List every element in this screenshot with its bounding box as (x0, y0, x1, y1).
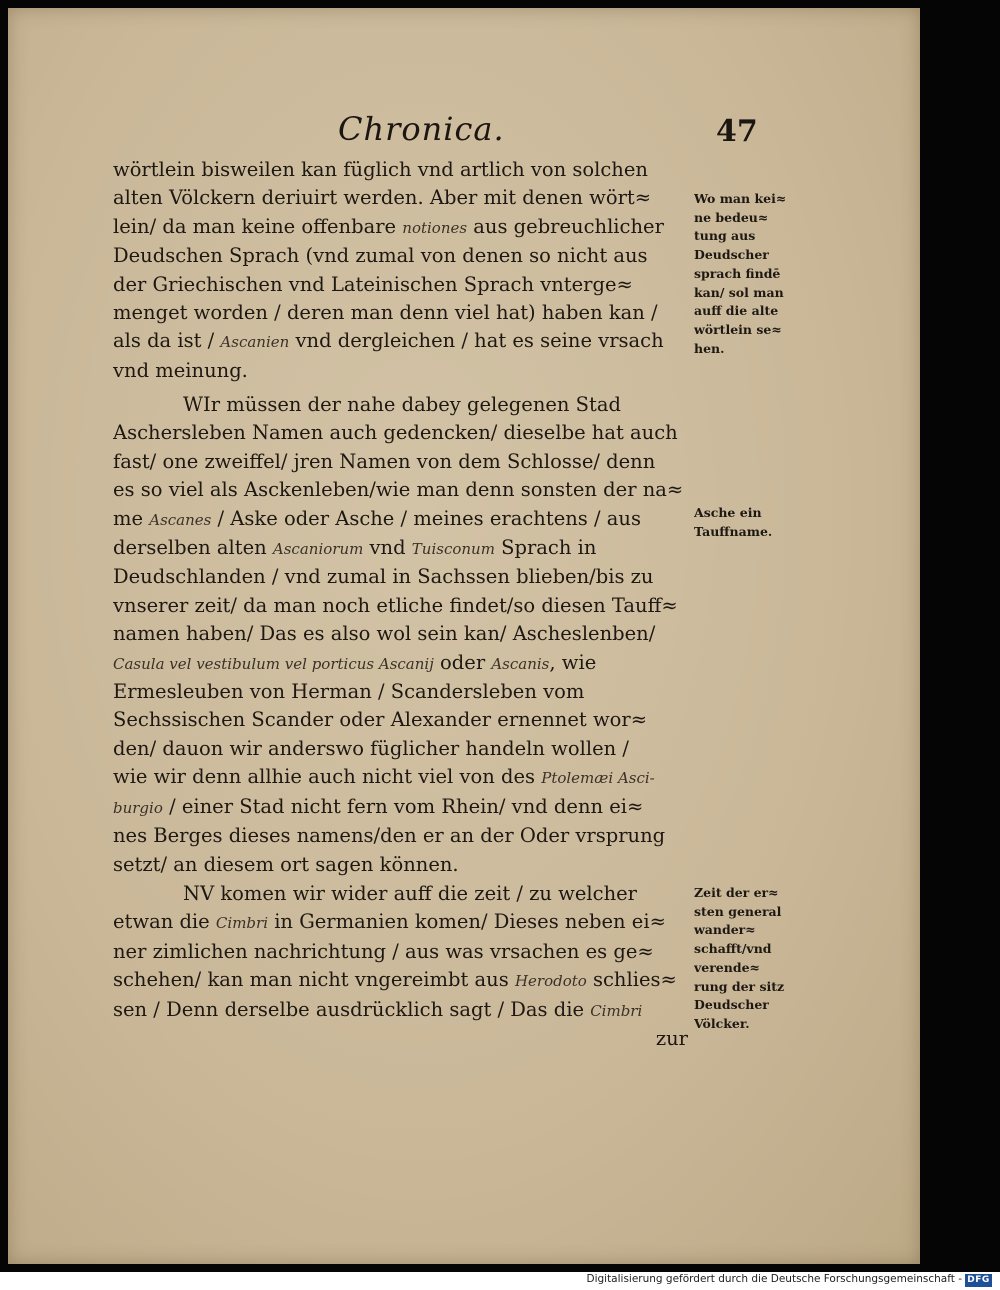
text-segment: me (113, 506, 150, 530)
text-line (113, 476, 688, 504)
text-segment: etwan die (113, 910, 216, 934)
text-line (113, 851, 688, 879)
latin-term: Cimbri (215, 914, 268, 933)
marginal-line: verende≈ (694, 959, 761, 975)
text-segment: NV komen wir wider auff die zeit / zu welcher (183, 882, 637, 905)
marginal-line: Zeit der er≈ (694, 885, 779, 900)
marginal-line: wörtlein se≈ (694, 321, 782, 337)
marginal-line: sprach findē (694, 265, 781, 281)
paragraph-1 (113, 156, 688, 385)
marginal-line: Wo man kei≈ (694, 191, 787, 206)
text-segment: oder (433, 650, 492, 674)
latin-term: burgio (113, 798, 163, 817)
text-segment: Sprach in (494, 536, 597, 560)
marginal-line: sten general (694, 903, 782, 919)
text-line (113, 419, 688, 447)
text-segment: wörtlein bisweilen kan füglich vnd artlich von solchen (113, 158, 648, 181)
text-segment: schehen/ kan man nicht vngereimbt aus (113, 968, 515, 992)
text-line (113, 271, 688, 299)
text-line (113, 793, 688, 822)
text-segment: zur (655, 1027, 688, 1051)
text-line (113, 563, 688, 591)
text-segment: nes Berges dieses namens/den er an der Oder vrsprung (113, 824, 666, 848)
text-line (113, 391, 688, 419)
latin-term: Ascanien (220, 333, 290, 352)
text-line (113, 505, 688, 534)
text-line (113, 649, 688, 678)
paragraph-3 (113, 880, 688, 1053)
text-segment: vnserer zeit/ da man noch etliche findet/so diesen Tauff≈ (113, 593, 678, 617)
text-segment: vnd dergleichen / hat es seine vrsach (289, 329, 664, 353)
latin-term: Cimbri (590, 1001, 643, 1020)
text-segment: vnd meinung. (113, 358, 248, 382)
text-line (113, 822, 688, 850)
text-segment: es so viel als Asckenleben/wie man denn sonsten der na≈ (113, 478, 684, 502)
text-line (113, 448, 688, 476)
text-line (113, 996, 688, 1025)
text-line (113, 735, 688, 763)
marginal-line: Tauffname. (694, 523, 773, 539)
latin-term: Casula vel vestibulum vel porticus Ascanij (113, 654, 434, 673)
latin-term: Ascanes (149, 510, 212, 529)
text-line (113, 1025, 688, 1053)
text-segment: wie wir denn allhie auch nicht viel von des (113, 765, 542, 789)
text-segment: aus gebreuchlicher (467, 214, 664, 238)
text-segment: den/ dauon wir anderswo füglicher handeln wollen / (113, 736, 629, 760)
text-line (113, 299, 688, 327)
text-line (113, 966, 688, 995)
text-line (113, 534, 688, 563)
marginal-line: schafft/vnd (694, 941, 772, 957)
text-segment: menget worden / deren man denn viel hat) haben kan / (113, 301, 658, 325)
marginal-line: kan/ sol man (694, 284, 784, 300)
marginal-note-1 (694, 190, 819, 358)
marginal-line: tung aus (694, 228, 756, 244)
text-line (113, 880, 688, 908)
latin-term: Ptolemæi Asci- (541, 769, 655, 788)
book-page (8, 8, 920, 1264)
latin-term: Herodoto (514, 972, 587, 991)
marginal-note-2 (694, 504, 819, 541)
dfg-logo: DFG (965, 1274, 992, 1287)
text-segment: in Germanien komen/ Dieses neben ei≈ (268, 910, 666, 934)
footer-bar (0, 1272, 1000, 1290)
text-segment: schlies≈ (586, 968, 677, 992)
text-segment: Deudschen Sprach (vnd zumal von denen so nicht aus (113, 244, 648, 268)
text-line (113, 357, 688, 385)
latin-term: Tuisconum (411, 540, 495, 559)
text-line (113, 678, 688, 706)
paragraph-2 (113, 391, 688, 879)
text-segment: Deudschlanden / vnd zumal in Sachssen blieben/bis zu (113, 565, 654, 589)
text-segment: , wie (549, 650, 597, 674)
text-segment: Sechssischen Scander oder Alexander ernennet wor≈ (113, 708, 648, 732)
text-segment: der Griechischen vnd Lateinischen Sprach vnterge≈ (113, 272, 633, 296)
text-line (113, 763, 688, 792)
text-segment: alten Völckern deriuirt werden. Aber mit denen wört≈ (113, 186, 652, 210)
text-line (113, 156, 688, 184)
marginal-note-3 (694, 884, 819, 1034)
text-line (113, 327, 688, 356)
text-segment: WIr müssen der nahe dabey gelegenen Stad (183, 393, 621, 416)
latin-term: Ascanis (491, 654, 550, 673)
latin-term: Ascaniorum (272, 540, 364, 559)
text-segment: lein/ da man keine offenbare (113, 214, 403, 238)
marginal-line: ne bedeu≈ (694, 209, 769, 225)
marginal-line: wander≈ (694, 922, 756, 938)
text-segment: namen haben/ Das es also wol sein kan/ Ascheslenben/ (113, 622, 656, 646)
marginal-line: Deudscher (694, 247, 769, 263)
marginal-line: hen. (694, 340, 725, 356)
text-segment: setzt/ an diesem ort sagen können. (113, 852, 459, 876)
text-segment: sen / Denn derselbe ausdrücklich sagt / Das die (113, 997, 591, 1021)
latin-term: notiones (402, 218, 468, 237)
funding-credit: Digitalisierung gefördert durch die Deutsche Forschungsgemeinschaft - (586, 1273, 962, 1285)
marginal-line: auff die alte (694, 303, 779, 319)
text-line (113, 242, 688, 270)
text-line (113, 213, 688, 242)
text-segment: fast/ one zweiffel/ jren Namen von dem Schlosse/ denn (113, 449, 656, 473)
text-segment: Aschersleben Namen auch gedencken/ dieselbe hat auch (113, 421, 678, 445)
text-segment: / Aske oder Asche / meines erachtens / aus (211, 506, 641, 530)
text-line (113, 620, 688, 648)
page-number: 47 (716, 114, 758, 149)
marginal-line: rung der sitz (694, 978, 785, 994)
text-segment: ner zimlichen nachrichtung / aus was vrsachen es ge≈ (113, 939, 654, 963)
text-segment: derselben alten (113, 536, 273, 560)
text-segment: vnd (363, 536, 412, 560)
text-line (113, 184, 688, 212)
text-line (113, 908, 688, 937)
text-segment: Ermesleuben von Herman / Scandersleben vom (113, 680, 585, 704)
text-segment: / einer Stad nicht fern vom Rhein/ vnd denn ei≈ (162, 794, 644, 818)
marginal-line: Asche ein (694, 505, 762, 520)
text-line (113, 592, 688, 620)
marginal-line: Völcker. (694, 1015, 750, 1031)
running-head: Chronica. (338, 110, 505, 148)
text-line (113, 938, 688, 966)
text-line (113, 706, 688, 734)
text-segment: als da ist / (113, 329, 221, 353)
marginal-line: Deudscher (694, 997, 769, 1013)
